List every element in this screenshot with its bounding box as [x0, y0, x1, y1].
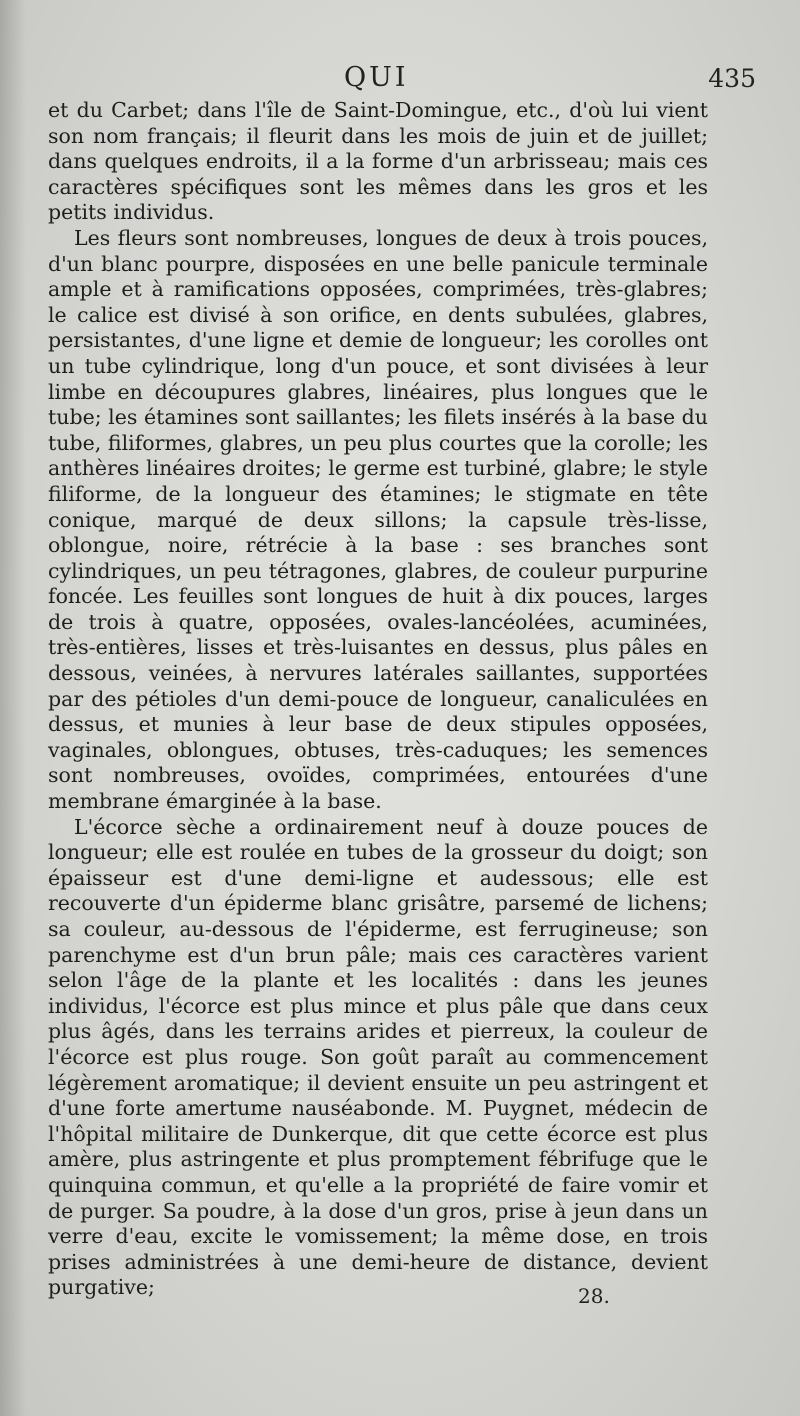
- running-head: QUI: [344, 62, 409, 93]
- signature-mark: 28.: [578, 1284, 610, 1308]
- page-header: [48, 58, 756, 98]
- paragraph-flowers-description: Les fleurs sont nombreuses, longues de deux à trois pouces, d'un blanc pourpre, disposées en une belle panicule terminale ample et à ramifications opposées, comprimées, très-glabres; le calice est divisé à son orifice, en dents subulées, glabres, persistantes, d'une ligne et demie de longueur; les corolles ont un tube cylindrique, long d'un pouce, et sont divisées à leur limbe en découpures glabres, linéaires, plus longues que le tube; les étamines sont saillantes; les filets insérés à la base du tube, filiformes, glabres, un peu plus courtes que la corolle; les anthères linéaires droites; le germe est turbiné, glabre; le style filiforme, de la longueur des étamines; le stigmate en tête conique, marqué de deux sillons; la capsule très-lisse, oblongue, noire, rétrécie à la base : ses branches sont cylindriques, un peu tétragones, glabres, de couleur purpurine foncée. Les feuilles sont longues de huit à dix pouces, larges de trois à quatre, opposées, ovales-lancéolées, acuminées, très-entières, lisses et très-luisantes en dessus, plus pâles en dessous, veinées, à nervures latérales saillantes, supportées par des pétioles d'un demi-pouce de longueur, canaliculées en dessus, et munies à leur base de deux stipules opposées, vaginales, oblongues, obtuses, très-caduques; les semences sont nombreuses, ovoïdes, comprimées, entourées d'une membrane émarginée à la base.: [48, 225, 708, 814]
- paragraph-bark-description: L'écorce sèche a ordinairement neuf à douze pouces de longueur; elle est roulée en tubes de la grosseur du doigt; son épaisseur est d'une demi-ligne et audessous; elle est recouverte d'un épiderme blanc grisâtre, parsemé de lichens; sa couleur, au-dessous de l'épiderme, est ferrugineuse; son parenchyme est d'un brun pâle; mais ces caractères varient selon l'âge de la plante et les localités : dans les jeunes individus, l'écorce est plus mince et plus pâle que dans ceux plus âgés, dans les terrains arides et pierreux, la couleur de l'écorce est plus rouge. Son goût paraît au commencement légèrement aromatique; il devient ensuite un peu astringent et d'une forte amertume nauséabonde. M. Puygnet, médecin de l'hôpital militaire de Dunkerque, dit que cette écorce est plus amère, plus astringente et plus promptement fébrifuge que le quinquina commun, et qu'elle a la propriété de faire vomir et de purger. Sa poudre, à la dose d'un gros, prise à jeun dans un verre d'eau, excite le vomissement; la même dose, en trois prises administrées à une demi-heure de distance, devient purgative;: [48, 814, 708, 1300]
- page-number: 435: [708, 64, 756, 93]
- paragraph-continuation: et du Carbet; dans l'île de Saint-Domingue, etc., d'où lui vient son nom français; il fleurit dans les mois de juin et de juillet; dans quelques endroits, il a la forme d'un arbrisseau; mais ces caractères spécifiques sont les mêmes dans les gros et les petits individus.: [48, 98, 708, 225]
- gutter-shadow: [0, 0, 26, 1416]
- body-text: [48, 98, 708, 1301]
